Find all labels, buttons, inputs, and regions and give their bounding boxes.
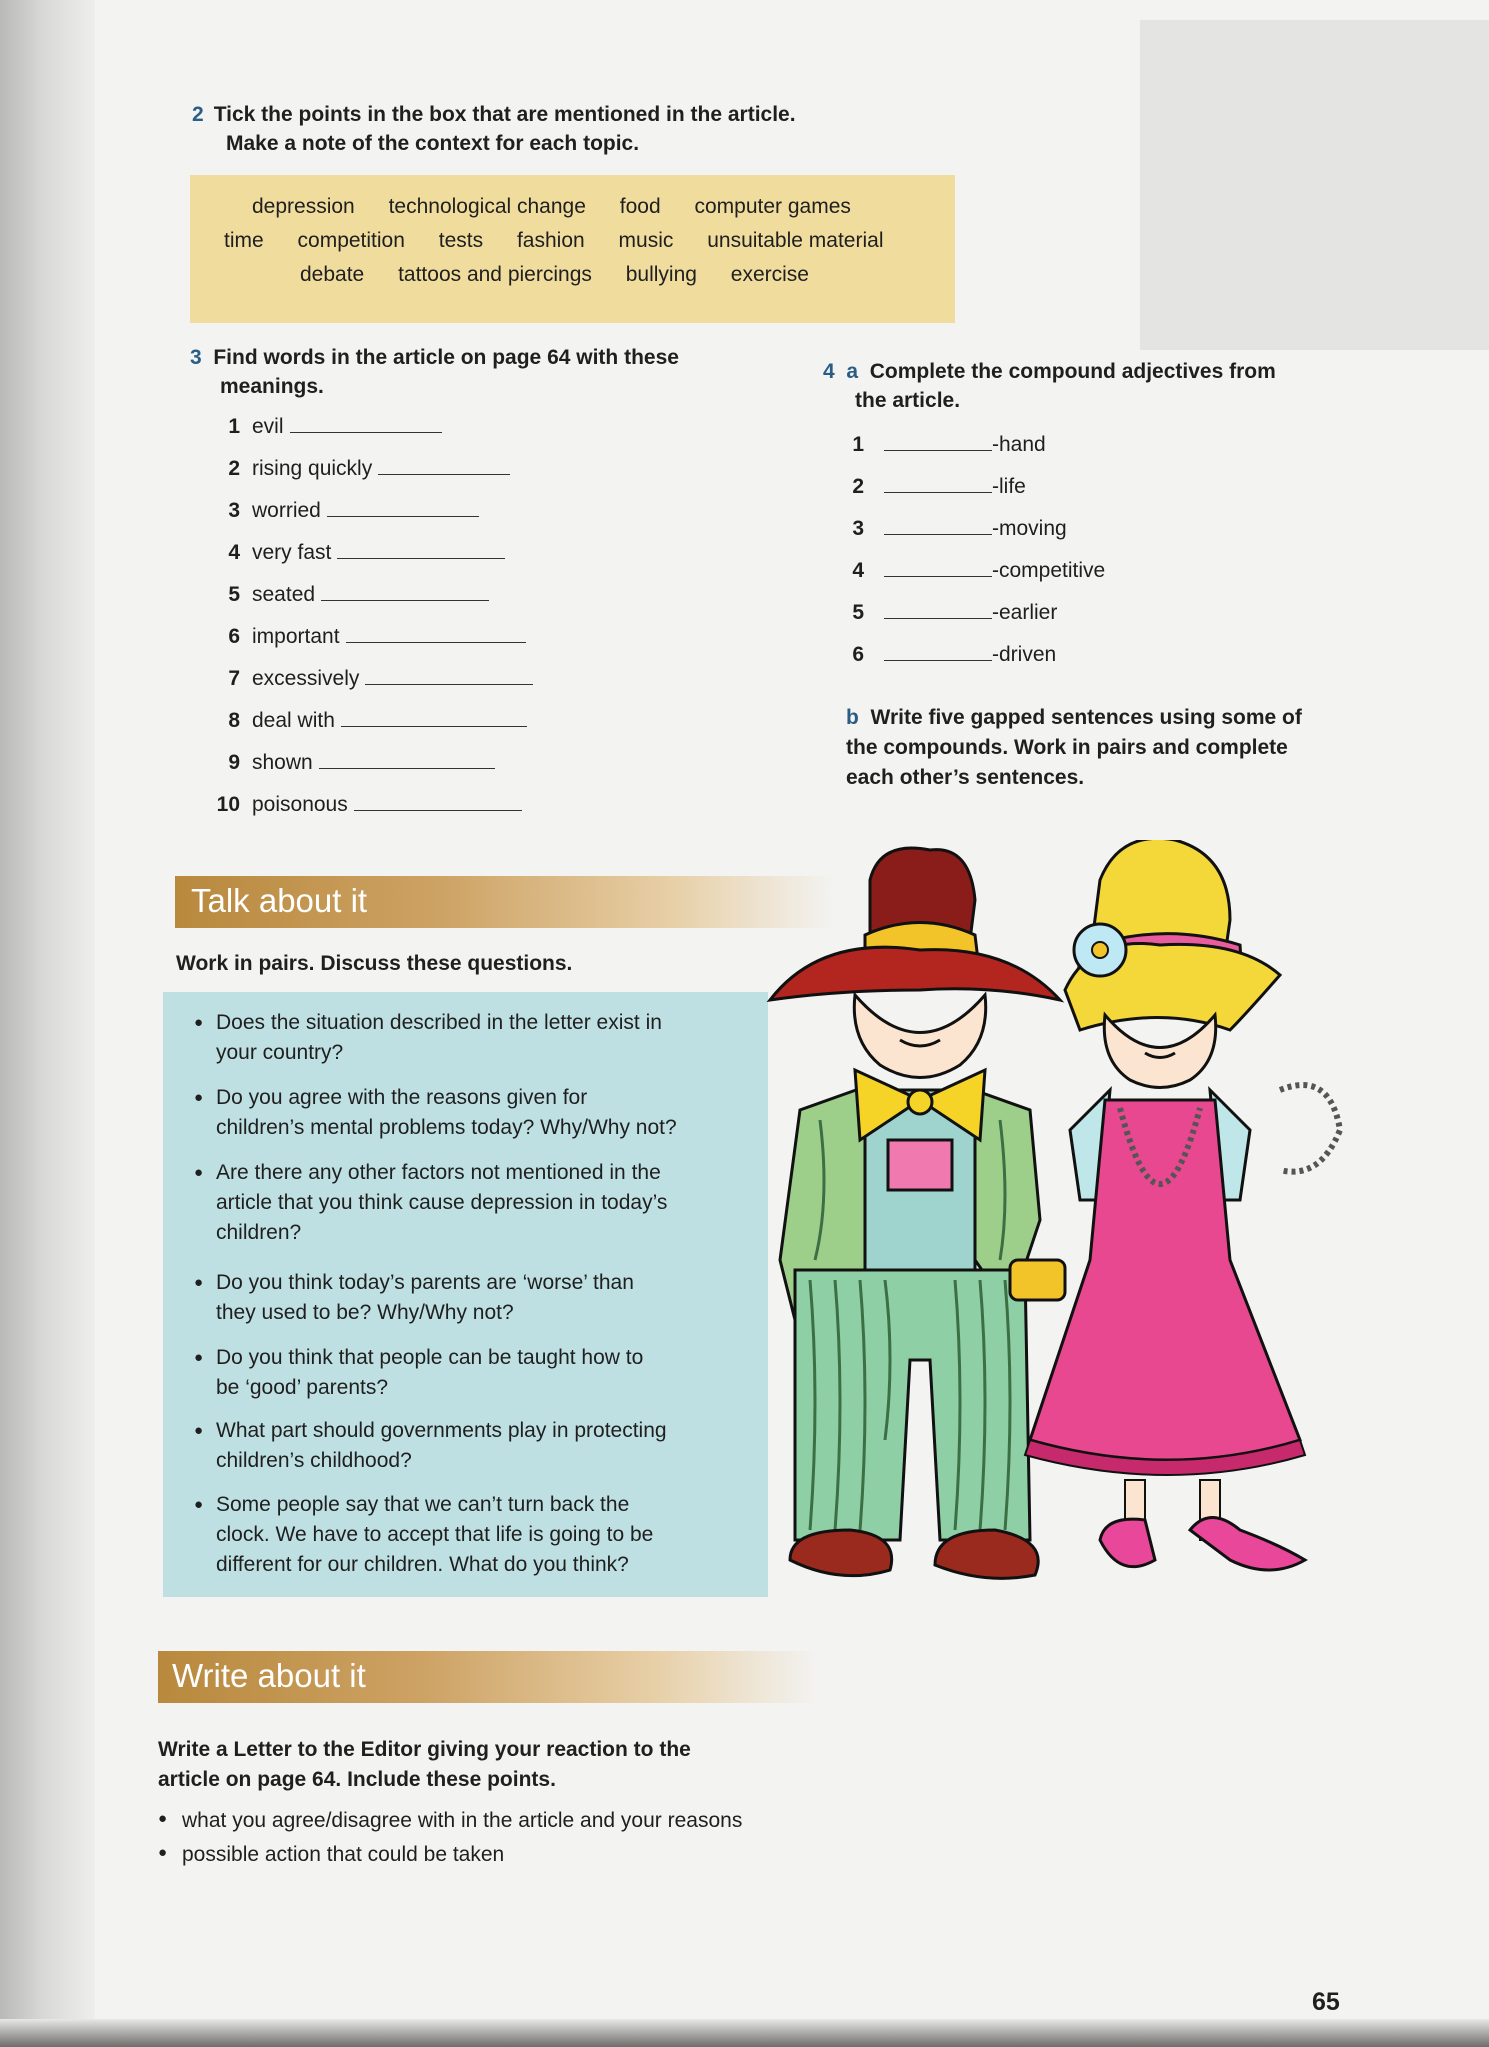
- exercise-2-number: 2: [192, 103, 204, 126]
- page-number: 65: [1312, 1988, 1340, 2016]
- word-item: unsuitable material: [707, 229, 884, 252]
- exercise-4a-item: [852, 430, 1046, 457]
- item-suffix: -competitive: [992, 559, 1106, 582]
- page-gutter-shadow: [0, 0, 95, 2047]
- item-number: 3: [852, 517, 864, 540]
- exercise-4-part-a: a: [846, 360, 859, 383]
- item-number: 4: [228, 541, 240, 564]
- item-number: 7: [228, 667, 240, 690]
- word-box-row-2: [224, 229, 911, 253]
- item-number: 6: [228, 625, 240, 648]
- write-about-it-title: Write about it: [172, 1657, 366, 1694]
- word-item: exercise: [730, 263, 809, 286]
- item-number: 2: [228, 457, 240, 480]
- exercise-3-line-1: Find words in the article on page 64 with these: [213, 346, 679, 369]
- word-item: time: [224, 229, 264, 252]
- answer-blank[interactable]: [884, 514, 992, 535]
- discussion-question: ● What part should governments play in protecting children’s childhood?: [190, 1416, 776, 1476]
- item-number: 9: [228, 751, 240, 774]
- discussion-question: ● Are there any other factors not mentioned in the article that you think cause depression in today’s children?: [190, 1158, 776, 1248]
- word-item: competition: [297, 229, 405, 252]
- word-item: music: [618, 229, 674, 252]
- write-intro: [158, 1735, 818, 1795]
- discussion-question: ● Do you think that people can be taught how to be ‘good’ parents?: [190, 1343, 776, 1403]
- exercise-3-item: [210, 622, 526, 649]
- item-text: rising quickly: [252, 457, 373, 480]
- discussion-question: ● Some people say that we can’t turn back the clock. We have to accept that life is going to be different for our children. What do you think?: [190, 1490, 776, 1580]
- answer-blank[interactable]: [321, 580, 489, 601]
- exercise-4a-item: [852, 598, 1057, 625]
- exercise-3-item: [210, 454, 510, 481]
- exercise-4-number: 4: [823, 360, 835, 383]
- word-box-row-3: [300, 263, 837, 287]
- word-item: bullying: [625, 263, 697, 286]
- word-item: tests: [438, 229, 484, 252]
- word-item: tattoos and piercings: [398, 263, 592, 286]
- item-text: shown: [252, 751, 313, 774]
- exercise-4-part-b: b: [846, 706, 859, 729]
- answer-blank[interactable]: [337, 538, 505, 559]
- discussion-question: ● Do you agree with the reasons given for children’s mental problems today? Why/Why not?: [190, 1083, 776, 1143]
- discussion-question: ● Does the situation described in the letter exist in your country?: [190, 1008, 776, 1068]
- answer-blank[interactable]: [365, 664, 533, 685]
- answer-blank[interactable]: [341, 706, 527, 727]
- exercise-3-item: [210, 790, 522, 817]
- item-number: 6: [852, 643, 864, 666]
- write-intro-line-2: article on page 64. Include these points.: [158, 1768, 556, 1791]
- exercise-2-instructions: [192, 100, 952, 158]
- exercise-4a-item: [852, 640, 1056, 667]
- talk-about-it-header-bar: [175, 876, 835, 928]
- bottom-edge-shadow: [0, 2019, 1489, 2047]
- write-intro-line-1: Write a Letter to the Editor giving your reaction to the: [158, 1738, 691, 1761]
- item-number: 5: [852, 601, 864, 624]
- answer-blank[interactable]: [884, 472, 992, 493]
- item-number: 8: [228, 709, 240, 732]
- answer-blank[interactable]: [378, 454, 510, 475]
- answer-blank[interactable]: [346, 622, 526, 643]
- word-item: technological change: [388, 195, 586, 218]
- exercise-4a-item: [852, 472, 1026, 499]
- exercise-4a-instructions: [823, 357, 1363, 415]
- answer-blank[interactable]: [884, 640, 992, 661]
- exercise-3-item: [210, 664, 533, 691]
- answer-blank[interactable]: [884, 598, 992, 619]
- item-number: 1: [228, 415, 240, 438]
- answer-blank[interactable]: [354, 790, 522, 811]
- item-text: deal with: [252, 709, 335, 732]
- item-text: poisonous: [252, 793, 348, 816]
- item-text: evil: [252, 415, 284, 438]
- item-text: very fast: [252, 541, 332, 564]
- write-point: ● what you agree/disagree with in the article and your reasons: [156, 1809, 742, 1833]
- answer-blank[interactable]: [884, 430, 992, 451]
- item-number: 10: [216, 793, 240, 816]
- exercise-3-line-2: meanings.: [220, 375, 324, 398]
- word-item: depression: [252, 195, 355, 218]
- exercise-2-line-1: Tick the points in the box that are mentioned in the article.: [213, 103, 796, 126]
- talk-about-it-title: Talk about it: [191, 882, 368, 919]
- exercise-3-instructions: [190, 343, 770, 401]
- exercise-4b-line-1: Write five gapped sentences using some of: [870, 706, 1302, 729]
- bleed-through-area: [1140, 20, 1489, 350]
- word-item: food: [619, 195, 661, 218]
- exercise-2-line-2: Make a note of the context for each topic.: [226, 132, 640, 155]
- exercise-3-item: [210, 412, 442, 439]
- exercise-3-item: [210, 496, 479, 523]
- exercise-3-item: [210, 538, 505, 565]
- exercise-3-item: [210, 706, 527, 733]
- exercise-3-item: [210, 748, 495, 775]
- item-number: 4: [852, 559, 864, 582]
- item-suffix: -life: [992, 475, 1026, 498]
- item-number: 2: [852, 475, 864, 498]
- word-box-row-1: [252, 195, 879, 219]
- exercise-3-item: [210, 580, 489, 607]
- item-suffix: -hand: [992, 433, 1046, 456]
- exercise-4b-line-2: the compounds. Work in pairs and complete: [846, 736, 1288, 759]
- exercise-4a-item: [852, 514, 1067, 541]
- children-dress-up-illustration: [760, 840, 1400, 1630]
- item-number: 3: [228, 499, 240, 522]
- exercise-4a-line-2: the article.: [855, 389, 961, 412]
- exercise-4a-line-1: Complete the compound adjectives from: [869, 360, 1276, 383]
- item-suffix: -driven: [992, 643, 1057, 666]
- write-point: ● possible action that could be taken: [156, 1843, 504, 1867]
- exercise-4a-item: [852, 556, 1105, 583]
- talk-intro: Work in pairs. Discuss these questions.: [176, 952, 573, 975]
- girl-figure: [1025, 840, 1340, 1570]
- item-text: worried: [252, 499, 321, 522]
- item-text: seated: [252, 583, 316, 606]
- topic-word-box: [190, 175, 955, 323]
- discussion-question: ● Do you think today’s parents are ‘worse’ than they used to be? Why/Why not?: [190, 1268, 776, 1328]
- exercise-3-number: 3: [190, 346, 202, 369]
- answer-blank[interactable]: [290, 412, 442, 433]
- answer-blank[interactable]: [319, 748, 495, 769]
- answer-blank[interactable]: [884, 556, 992, 577]
- word-item: debate: [300, 263, 365, 286]
- word-item: computer games: [694, 195, 851, 218]
- item-number: 1: [852, 433, 864, 456]
- item-suffix: -earlier: [992, 601, 1058, 624]
- exercise-4b-instructions: [846, 703, 1366, 793]
- answer-blank[interactable]: [327, 496, 479, 517]
- item-text: excessively: [252, 667, 360, 690]
- item-text: important: [252, 625, 340, 648]
- write-about-it-header-bar: [158, 1651, 818, 1703]
- word-item: fashion: [516, 229, 585, 252]
- item-suffix: -moving: [992, 517, 1067, 540]
- exercise-4b-line-3: each other’s sentences.: [846, 766, 1085, 789]
- boy-figure: [770, 848, 1065, 1578]
- item-number: 5: [228, 583, 240, 606]
